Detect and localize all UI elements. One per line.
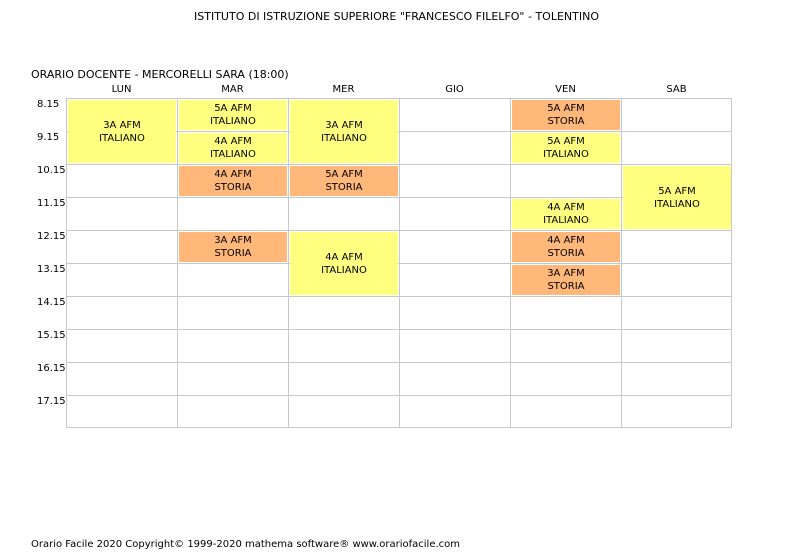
lesson-class: 5A AFM [547, 103, 585, 114]
teacher-title: ORARIO DOCENTE - MERCORELLI SARA (18:00) [31, 68, 289, 81]
lesson-class: 4A AFM [214, 136, 252, 147]
time-label: 13.15 [37, 264, 66, 275]
lesson-subject: ITALIANO [543, 149, 589, 160]
lesson-block[interactable] [290, 232, 398, 295]
time-label: 9.15 [37, 132, 60, 143]
lesson-subject: ITALIANO [321, 264, 367, 276]
lesson-class: 4A AFM [214, 169, 252, 180]
grid-line [66, 230, 732, 231]
lesson-block[interactable] [179, 133, 287, 163]
lesson-subject: ITALIANO [654, 198, 700, 210]
lesson-subject: STORIA [547, 248, 585, 259]
day-header-sab: SAB [666, 84, 687, 95]
grid-line [66, 395, 732, 396]
lesson-subject: ITALIANO [210, 149, 256, 160]
lesson-block[interactable] [512, 133, 620, 163]
grid-line [66, 98, 732, 99]
time-label: 12.15 [37, 231, 66, 242]
grid-line [66, 296, 732, 297]
lesson-subject: STORIA [214, 248, 252, 259]
day-header-mar: MAR [221, 84, 244, 95]
time-label: 16.15 [37, 363, 66, 374]
timetable-grid [66, 98, 732, 428]
lesson-block[interactable] [179, 100, 287, 130]
day-header-ven: VEN [555, 84, 576, 95]
day-header-gio: GIO [445, 84, 464, 95]
lesson-class: 3A AFM [325, 119, 363, 131]
grid-line [66, 329, 732, 330]
lesson-class: 3A AFM [214, 235, 252, 246]
lesson-class: 4A AFM [547, 235, 585, 246]
grid-line [66, 362, 732, 363]
lesson-class: 5A AFM [658, 185, 696, 197]
time-label: 10.15 [37, 165, 66, 176]
day-header-lun: LUN [111, 84, 132, 95]
time-label: 17.15 [37, 396, 66, 407]
lesson-class: 3A AFM [547, 268, 585, 279]
lesson-block[interactable] [179, 232, 287, 262]
lesson-class: 4A AFM [547, 202, 585, 213]
day-header-mer: MER [332, 84, 355, 95]
grid-line [66, 164, 732, 165]
lesson-subject: ITALIANO [543, 215, 589, 226]
grid-line [66, 263, 732, 264]
lesson-subject: ITALIANO [321, 132, 367, 144]
lesson-block[interactable] [512, 100, 620, 130]
time-label: 11.15 [37, 198, 66, 209]
lesson-block[interactable] [179, 166, 287, 196]
lesson-block[interactable] [290, 100, 398, 163]
lesson-class: 3A AFM [103, 119, 141, 131]
time-label: 14.15 [37, 297, 66, 308]
time-label: 8.15 [37, 99, 60, 110]
lesson-subject: ITALIANO [99, 132, 145, 144]
lesson-subject: STORIA [547, 116, 585, 127]
lesson-subject: ITALIANO [210, 116, 256, 127]
grid-line [66, 427, 732, 428]
lesson-subject: STORIA [214, 182, 252, 193]
lesson-class: 4A AFM [325, 251, 363, 263]
lesson-class: 5A AFM [214, 103, 252, 114]
lesson-block[interactable] [623, 166, 731, 229]
school-title: ISTITUTO DI ISTRUZIONE SUPERIORE "FRANCESCO FILELFO" - TOLENTINO [194, 10, 599, 23]
lesson-class: 5A AFM [547, 136, 585, 147]
lesson-subject: STORIA [325, 182, 363, 193]
lesson-block[interactable] [290, 166, 398, 196]
lesson-block[interactable] [512, 199, 620, 229]
lesson-block[interactable] [512, 232, 620, 262]
lesson-class: 5A AFM [325, 169, 363, 180]
time-label: 15.15 [37, 330, 66, 341]
footer-copyright: Orario Facile 2020 Copyright© 1999-2020 mathema software® www.orariofacile.com [31, 539, 461, 550]
lesson-block[interactable] [68, 100, 176, 163]
lesson-block[interactable] [512, 265, 620, 295]
lesson-subject: STORIA [547, 281, 585, 292]
